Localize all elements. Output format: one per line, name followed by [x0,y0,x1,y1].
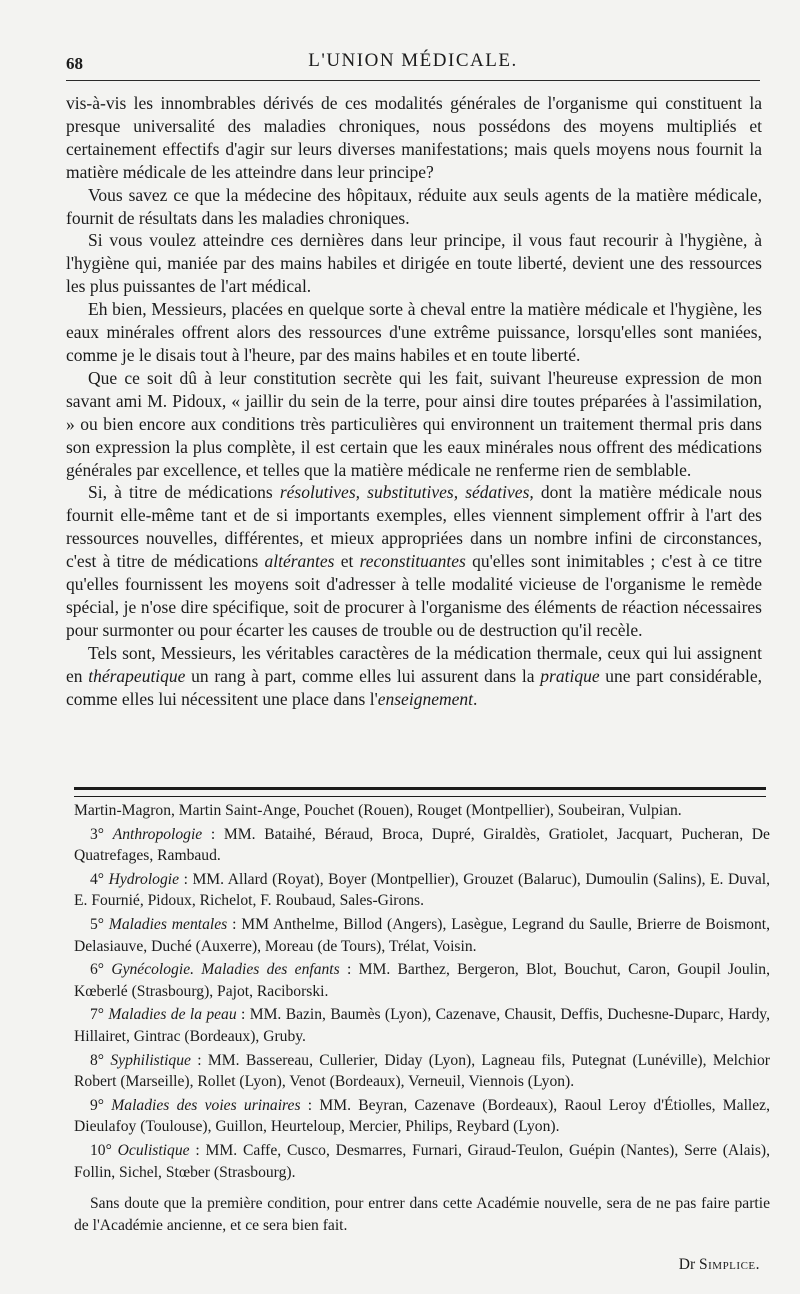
text-run: Si, à titre de médications [88,482,280,503]
italic-run: reconstituantes [359,551,466,572]
paragraph-1: vis-à-vis les innombrables dérivés de ces modalités générales de l'organisme qui constituent la presque universalité des maladies chroniques, nous possédons des moyens multipliés et certainement effectifs d'agir sur leurs diverses manifestations; mais quels moyens nous fournit la matière médicale de les atteindre dans leur principe? [66,93,762,182]
note-continuation: Martin-Magron, Martin Saint-Ange, Pouchet (Rouen), Rouget (Montpellier), Soubeiran, Vulpian. [74,802,682,819]
section-label: Syphilistique [110,1051,191,1069]
section-members: MM. Bataihé, Béraud, Broca, Dupré, Giraldès, Gratiolet, Jacquart, Pucheran, De Quatrefages, Rambaud. [74,825,770,865]
section-label: Anthropologie [112,825,203,843]
feuilleton-text [74,800,770,1238]
italic-run: enseignement [377,688,473,709]
paragraph-4: Eh bien, Messieurs, placées en quelque sorte à cheval entre la matière médicale et l'hygiène, les eaux minérales offrent alors des ressources d'une extrême puissance, lorsqu'elles sont maniées, comme je le disais tout à l'heure, par des mains habiles et en toute liberté. [66,299,762,365]
paragraph-7 [66,642,762,711]
section-number: 5° [90,915,109,933]
section-label: Maladies des voies urinaires [111,1096,301,1114]
section-members: MM. Barthez, Bergeron, Blot, Bouchut, Caron, Goupil Joulin, Kœberlé (Strasbourg), Pajot, Raciborski. [74,961,770,1000]
section-entry [74,959,770,1002]
section-number: 3° [90,825,113,843]
section-number: 6° [90,961,112,979]
header-rule [66,80,760,81]
section-sep: : [339,961,359,979]
section-number: 9° [90,1096,112,1114]
section-number: 8° [90,1051,111,1069]
paragraph-2: Vous savez ce que la médecine des hôpitaux, réduite aux seuls agents de la matière médicale, fournit de résultats dans les maladies chroniques. [66,184,762,228]
section-sep: : [236,1006,250,1024]
section-number: 4° [90,870,109,888]
section-entry [74,914,770,957]
section-entry [74,869,770,912]
section-members: MM. Bassereau, Cullerier, Diday (Lyon), Lagneau fils, Putegnat (Lunéville), Melchior Robert (Marseille), Rollet (Lyon), Venot (Bordeaux), Verneuil, Viennois (Lyon). [74,1051,770,1091]
closing-paragraph: Sans doute que la première condition, pour entrer dans cette Académie nouvelle, sera de ne pas faire partie de l'Académie ancienne, et ce sera bien fait. [74,1195,770,1234]
section-number: 10° [90,1141,118,1159]
section-number: 7° [90,1006,109,1024]
section-label: Maladies mentales [108,915,228,933]
italic-run: pratique [540,665,600,686]
section-sep: : [227,915,242,933]
text-run: et [334,551,360,572]
section-label: Gynécologie. Maladies des enfants [111,961,340,979]
section-label: Hydrologie [108,870,180,888]
section-sep: : [202,825,224,843]
text-run: un rang à part, comme elles lui assurent dans la [185,665,541,686]
section-members: MM. Bazin, Baumès (Lyon), Cazenave, Chausit, Deffis, Duchesne-Duparc, Hardy, Hillairet, Gintrac (Bordeaux), Gruby. [74,1006,770,1045]
italic-run: thérapeutique [88,665,186,686]
paragraph-3: Si vous voulez atteindre ces dernières dans leur principe, il vous faut recourir à l'hygiène, à l'hygiène qui, maniée par des mains habiles et dirigée en toute liberté, devient une des ressources les plus puissantes de l'art médical. [66,230,762,297]
text-run: . [472,688,478,709]
text-run: Tels sont, Messieurs, les véritables caractères de la médication thermale, ceux qui lui assignent en [66,642,762,686]
section-entry [74,824,770,867]
section-sep: : [300,1096,320,1114]
text-run: qu'elles sont inimitables ; c'est à ce titre qu'elles fournissent les moyens soit d'adresser à telle modalité vicieuse de l'organisme le remède spécial, je n'ose dire spécifique, soit de procurer à l'organisme des éléments de réaction nécessaires pour surmonter ou pour écarter les causes de trouble ou de destruction qu'il recèle. [66,551,763,640]
main-body [66,92,762,710]
text-run: une part considérable, comme elles lui nécessitent une place dans l' [66,665,762,709]
paragraph-6 [66,481,762,641]
section-members: MM. Caffe, Cusco, Desmarres, Furnari, Giraud-Teulon, Guépin (Nantes), Serre (Alais), Follin, Sichel, Stœber (Strasbourg). [74,1141,770,1181]
section-members: MM. Allard (Royat), Boyer (Montpellier), Grouzet (Balaruc), Dumoulin (Salins), E. Duval, E. Fournié, Pidoux, Richelot, F. Roubaud, Sales-Girons. [74,870,770,910]
section-members: MM Anthelme, Billod (Angers), Lasègue, Legrand du Saulle, Brierre de Boismont, Delasiauve, Duché (Auxerre), Moreau (de Tours), Trélat, Voisin. [74,915,770,955]
running-title: L'UNION MÉDICALE. [308,50,518,71]
section-label: Oculistique [117,1141,190,1159]
section-entry [74,1050,770,1093]
page-header [66,48,760,78]
section-separator [74,787,766,797]
section-sep: : [179,870,193,888]
section-label: Maladies de la peau [108,1006,237,1024]
signature-prefix: Dr [678,1256,699,1273]
paragraph-5: Que ce soit dû à leur constitution secrète qui les fait, suivant l'heureuse expression de mon savant ami M. Pidoux, « jaillir du sein de la terre, pour ainsi dire toutes préparées à l'assimilation, » ou bien encore aux conditions très particulières qui environnent un traitement thermal pris dans son expression la plus complète, il est certain que les eaux minérales nous offrent des médications générales par excellence, et telles que la matière médicale ne renferme rien de semblable. [66,367,762,480]
signature-name: Simplice. [699,1256,760,1273]
section-entry [74,1095,770,1138]
section-sep: : [190,1051,208,1069]
signature [679,1256,760,1274]
section-sep: : [189,1141,206,1159]
italic-run: altérantes [264,551,335,572]
section-entry [74,1140,770,1183]
text-run: dont la matière médicale nous fournit elle-même tant et de si importants exemples, elles viennent simplement offrir à l'art des ressources nouvelles, différentes, et mieux appropriées dans un nombre infini de circonstances, c'est à titre de médications [66,482,762,572]
section-entry [74,1004,770,1047]
italic-run: résolutives, substitutives, sédatives, [279,482,534,503]
section-members: MM. Beyran, Cazenave (Bordeaux), Raoul Leroy d'Étiolles, Mallez, Dieulafoy (Toulouse), Guillon, Heurteloup, Mercier, Philips, Reybard (Lyon). [74,1096,770,1136]
page-number: 68 [66,54,83,73]
